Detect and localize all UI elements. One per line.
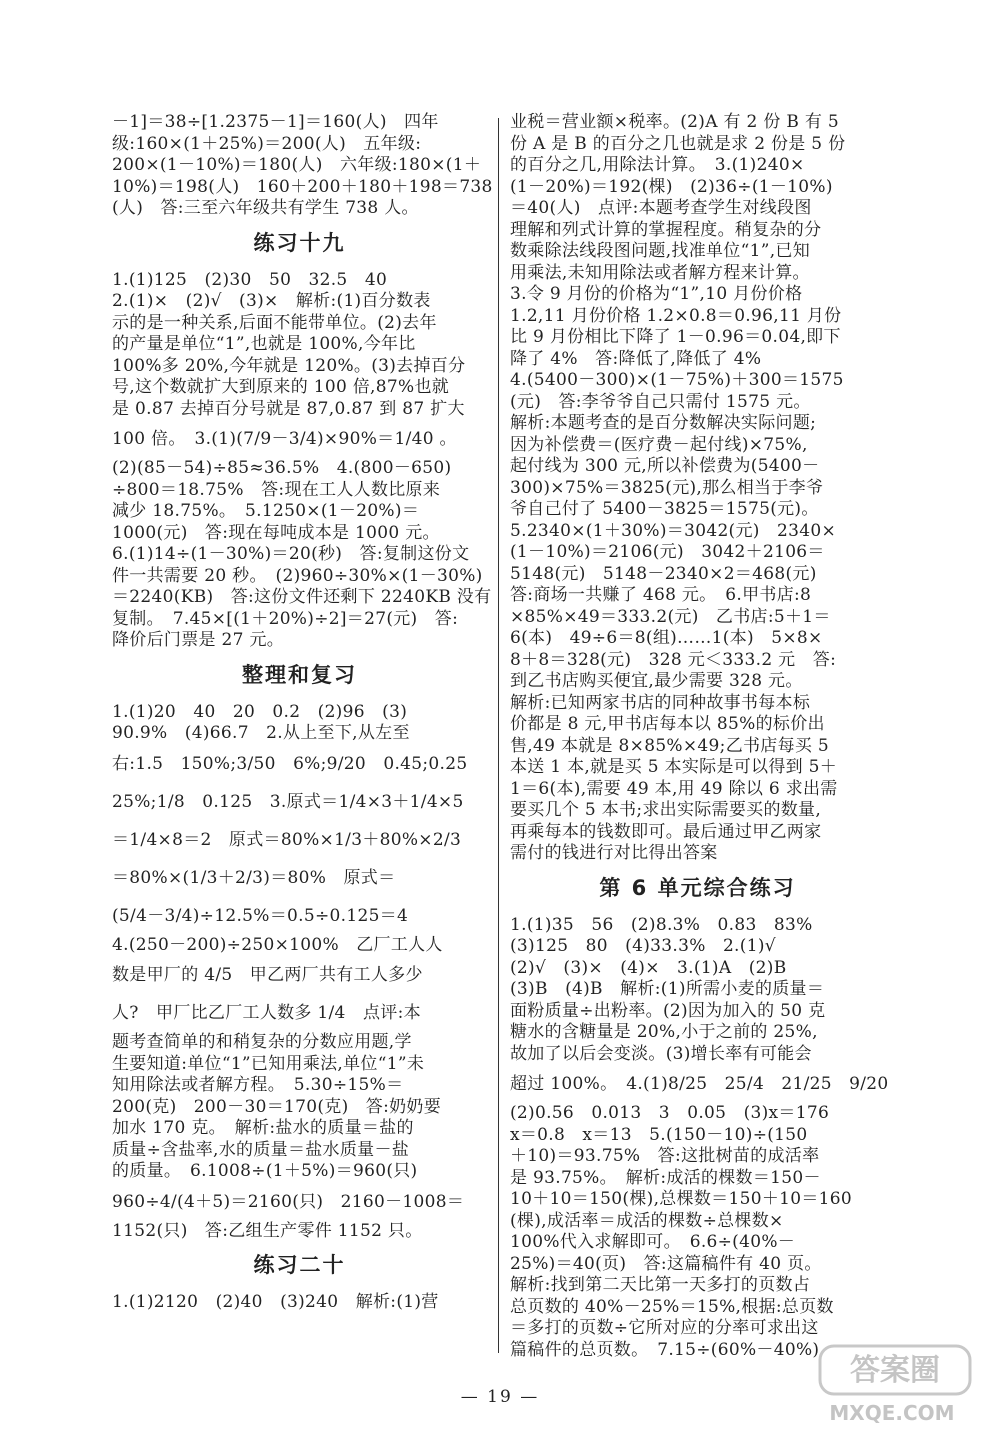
text-line: 因为补偿费＝(医疗费－起付线)×75%,	[510, 434, 808, 455]
text-line: 面粉质量÷出粉率。(2)因为加入的 50 克	[510, 1000, 826, 1021]
text-line: 数是甲厂的 4/5 甲乙两厂共有工人多少	[112, 965, 423, 985]
text-line: 200(克) 200－30＝170(克) 答:奶奶要	[112, 1096, 442, 1117]
text-line: 本送 1 本,就是买 5 本实际是可以得到 5＋	[510, 757, 838, 777]
text-line: 用乘法,未知用除法或者解方程来计算。	[510, 262, 810, 283]
section-heading: 整理和复习	[242, 662, 357, 687]
text-line: 1＝6(本),需要 49 本,用 49 除以 6 求出需	[510, 778, 838, 799]
text-line: (3)125 80 (4)33.3% 2.(1)√	[510, 936, 776, 956]
text-line: 减少 18.75%。 5.1250×(1－20%)＝	[112, 501, 420, 521]
text-line: 4.(250－200)÷250×100% 乙厂工人人	[112, 934, 443, 955]
text-line: 1.(1)35 56 (2)8.3% 0.83 83%	[510, 914, 813, 935]
text-line: 售,49 本就是 8×85%×49;乙书店每买 5	[510, 735, 830, 756]
page-number: — 19 —	[460, 1387, 540, 1407]
text-line: 加水 170 克。 解析:盐水的质量＝盐的	[112, 1118, 414, 1138]
text-line: 是 93.75%。 解析:成活的棵数＝150－	[510, 1167, 821, 1188]
text-line: 起付线为 300 元,所以补偿费为(5400－	[510, 456, 820, 476]
text-line: －1]＝38÷[1.2375－1]＝160(人) 四年	[112, 112, 439, 132]
text-line: 1.(1)125 (2)30 50 32.5 40	[112, 269, 388, 290]
text-line: ＋10)＝93.75% 答:这批树苗的成活率	[510, 1146, 820, 1166]
watermark-logo	[792, 1338, 982, 1428]
left-column	[112, 112, 493, 1314]
text-line: (2)(85－54)÷85≈36.5% 4.(800－650)	[112, 458, 452, 478]
text-line: 5.2340×(1＋30%)＝3042(元) 2340×	[510, 520, 837, 541]
text-line: 价都是 8 元,甲书店每本以 85%的标价出	[510, 714, 825, 734]
text-line: 100%代入求解即可。 6.6÷(40%－	[510, 1232, 796, 1252]
text-line: 知用除法或者解方程。 5.30÷15%＝	[112, 1075, 404, 1095]
watermark-url-text: MXQE.COM	[829, 1401, 955, 1425]
text-line: (人) 答:三至六年级共有学生 738 人。	[112, 198, 419, 218]
text-line: 号,这个数就扩大到原来的 100 倍,87%也就	[112, 377, 450, 397]
text-line: 级:160×(1＋25%)＝200(人) 五年级:	[112, 133, 422, 154]
text-line: 的质量。 6.1008÷(1＋5%)＝960(只)	[112, 1161, 418, 1181]
text-line: 的产量是单位“1”,也就是 100%,今年比	[112, 334, 416, 354]
text-line: ＝80%×(1/3＋2/3)＝80% 原式＝	[112, 867, 396, 888]
text-line: ＝1/4×8＝2 原式＝80%×1/3＋80%×2/3	[112, 829, 462, 850]
text-line: 超过 100%。 4.(1)8/25 25/4 21/25 9/20	[510, 1074, 889, 1094]
text-line: 1.2,11 月份价格 1.2×0.8＝0.96,11 月份	[510, 305, 842, 326]
text-line: 数乘除法线段图问题,找准单位“1”,已知	[510, 241, 811, 261]
text-line: 到乙书店购买便宜,最少需要 328 元。	[510, 671, 803, 691]
text-line: 爷自己付了 5400－3825＝1575(元)。	[510, 499, 819, 519]
text-line: 4.(5400－300)×(1－75%)＋300＝1575	[510, 370, 844, 390]
text-line: 25%;1/8 0.125 3.原式＝1/4×3＋1/4×5	[112, 791, 464, 812]
text-line: ×85%×49＝333.2(元) 乙书店:5＋1＝	[510, 606, 831, 627]
text-line: 生要知道:单位“1”已知用乘法,单位“1”未	[112, 1053, 425, 1074]
text-line: 100 倍。 3.(1)(7/9－3/4)×90%＝1/40 。	[112, 429, 457, 449]
text-line: 5148(元) 5148－2340×2＝468(元)	[510, 563, 817, 584]
text-line: 6.(1)14÷(1－30%)＝20(秒) 答:复制这份文	[112, 544, 470, 564]
text-line: (1－20%)＝192(棵) (2)36÷(1－10%)	[510, 176, 833, 197]
text-line: 要买几个 5 本书;求出实际需要买的数量,	[510, 800, 822, 820]
text-line: 解析:本题考查的是百分数解决实际问题;	[510, 413, 817, 433]
text-line: 8＋8＝328(元) 328 元＜333.2 元 答:	[510, 649, 837, 670]
text-line: 90.9% (4)66.7 2.从上至下,从左至	[112, 723, 410, 743]
text-line: 答:商场一共赚了 468 元。 6.甲书店:8	[510, 585, 812, 605]
text-line: 1.(1)20 40 20 0.2 (2)96 (3)	[112, 701, 408, 722]
column-divider	[498, 118, 499, 1353]
text-line: ＝2240(KB) 答:这份文件还剩下 2240KB 没有	[112, 587, 492, 607]
text-line: 需付的钱进行对比得出答案	[510, 843, 718, 863]
text-line: (棵),成活率＝成活的棵数÷总棵数×	[510, 1210, 784, 1231]
text-line: 100%多 20%,今年就是 120%。(3)去掉百分	[112, 355, 466, 376]
text-line: ＝40(人) 点评:本题考查学生对线段图	[510, 198, 812, 218]
section-heading: 练习十九	[253, 230, 346, 255]
text-line: 业税＝营业额×税率。(2)A 有 2 份 B 有 5	[510, 112, 839, 132]
section-heading: 第 6 单元综合练习	[599, 875, 796, 900]
text-line: 300)×75%＝3825(元),那么相当于李爷	[510, 477, 824, 498]
text-line: 质量÷含盐率,水的质量＝盐水质量－盐	[112, 1139, 410, 1160]
text-line: ÷800＝18.75% 答:现在工人人数比原来	[112, 479, 441, 500]
text-line: 是 0.87 去掉百分号就是 87,0.87 到 87 扩大	[112, 398, 465, 419]
text-line: (元) 答:李爷爷自己只需付 1575 元。	[510, 391, 811, 412]
text-line: 2.(1)× (2)√ (3)× 解析:(1)百分数表	[112, 291, 431, 311]
text-line: (5/4－3/4)÷12.5%＝0.5÷0.125＝4	[112, 905, 409, 926]
text-line: (2)0.56 0.013 3 0.05 (3)x＝176	[510, 1103, 830, 1123]
text-line: ＝多打的页数÷它所对应的分率可求出这	[510, 1318, 819, 1338]
text-line: 3.令 9 月份的价格为“1”,10 月份价格	[510, 284, 803, 304]
text-line: 解析:找到第二天比第一天多打的页数占	[510, 1275, 811, 1295]
text-line: 1.(1)2120 (2)40 (3)240 解析:(1)营	[112, 1292, 439, 1312]
text-line: 糖水的含糖量是 20%,小于之前的 25%,	[510, 1022, 818, 1042]
section-heading: 练习二十	[253, 1253, 346, 1277]
text-line: 25%)＝40(页) 答:这篇稿件有 40 页。	[510, 1253, 822, 1274]
text-line: (3)B (4)B 解析:(1)所需小麦的质量＝	[510, 979, 825, 999]
text-line: x＝0.8 x＝13 5.(150－10)÷(150	[510, 1124, 808, 1145]
text-line: 份 A 是 B 的百分之几也就是求 2 份是 5 份	[510, 133, 846, 154]
text-line: 比 9 月份相比下降了 1－0.96＝0.04,即下	[510, 327, 841, 347]
text-line: 再乘每本的钱数即可。最后通过甲乙两家	[510, 821, 822, 842]
text-line: 1152(只) 答:乙组生产零件 1152 只。	[112, 1220, 423, 1241]
text-line: 件一共需要 20 秒。 (2)960÷30%×(1－30%)	[112, 565, 483, 586]
text-line: 960÷4/(4＋5)＝2160(只) 2160－1008＝	[112, 1191, 465, 1212]
text-line: 总页数的 40%－25%＝15%,根据:总页数	[510, 1296, 834, 1317]
text-line: 右:1.5 150%;3/50 6%;9/20 0.45;0.25	[112, 753, 468, 774]
text-line: 篇稿件的总页数。 7.15÷(60%－40%)	[510, 1339, 820, 1360]
text-line: 的百分之几,用除法计算。 3.(1)240×	[510, 155, 805, 175]
text-line: 6(本) 49÷6＝8(组)……1(本) 5×8×	[510, 628, 823, 648]
text-line: 故加了以后会变淡。(3)增长率有可能会	[510, 1043, 812, 1064]
text-line: 理解和列式计算的掌握程度。稍复杂的分	[510, 219, 822, 240]
text-line: 降了 4% 答:降低了,降低了 4%	[510, 348, 762, 369]
text-line: 200×(1－10%)＝180(人) 六年级:180×(1＋	[112, 155, 482, 175]
text-line: 复制。 7.45×[(1＋20%)÷2]＝27(元) 答:	[112, 608, 459, 629]
text-line: 10%)＝198(人) 160＋200＋180＋198＝738	[112, 176, 493, 197]
text-line: 人? 甲厂比乙厂工人数多 1/4 点评:本	[112, 1003, 421, 1023]
text-line: 10＋10＝150(棵),总棵数＝150＋10＝160	[510, 1189, 853, 1209]
watermark-logo-text: 答案圈	[850, 1353, 940, 1388]
text-line: 示的是一种关系,后面不能带单位。(2)去年	[112, 312, 437, 333]
text-line: (1－10%)＝2106(元) 3042＋2106＝	[510, 542, 825, 562]
text-line: 降价后门票是 27 元。	[112, 630, 285, 650]
text-line: (2)√ (3)× (4)× 3.(1)A (2)B	[510, 957, 787, 978]
text-line: 1000(元) 答:现在每吨成本是 1000 元。	[112, 522, 440, 543]
text-line: 解析:已知两家书店的同种故事书每本标	[510, 692, 811, 713]
text-line: 题考查简单的和稍复杂的分数应用题,学	[112, 1032, 412, 1052]
right-column	[510, 112, 889, 1361]
